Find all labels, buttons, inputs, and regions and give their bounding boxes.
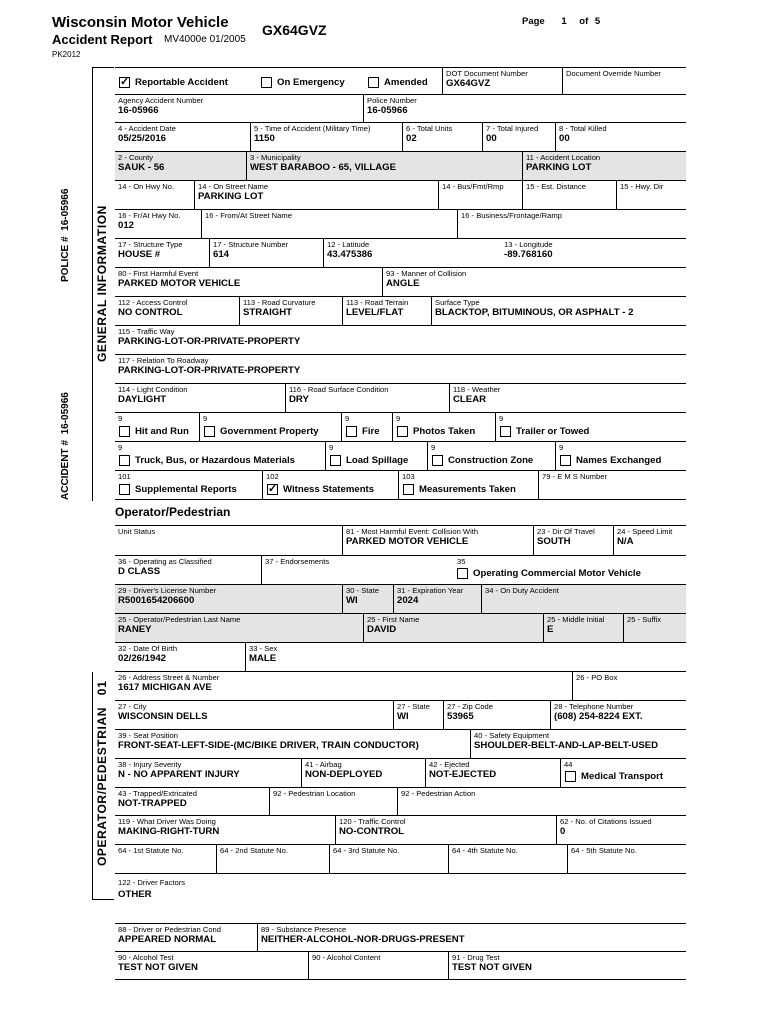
agency-accident-cell: Agency Accident Number 16-05966 xyxy=(115,95,363,122)
last-name: RANEY xyxy=(118,624,152,635)
light-condition: DAYLIGHT xyxy=(118,394,167,405)
row-driver-doing xyxy=(115,815,686,844)
drug-test: TEST NOT GIVEN xyxy=(452,962,532,973)
est-distance-cell: 15 - Est. Distance xyxy=(522,181,616,209)
row-city xyxy=(115,700,686,729)
structure-type: HOUSE # xyxy=(118,249,161,260)
row-relation-roadway xyxy=(115,354,686,383)
structure-number: 614 xyxy=(213,249,230,260)
citations-cell: 62 - No. of Citations Issued 0 xyxy=(556,816,686,844)
first-harmful-event: PARKED MOTOR VEHICLE xyxy=(118,278,241,289)
police-number: 16-05966 xyxy=(367,105,408,116)
load-spillage-checkbox[interactable]: Load Spillage xyxy=(330,455,408,466)
latitude: 43.475386 xyxy=(327,249,373,260)
row-county xyxy=(115,151,686,180)
general-bracket-line xyxy=(92,67,93,501)
structure-type-cell: 17 - Structure Type HOUSE # xyxy=(115,239,209,267)
accident-location-cell: 11 - Accident Location PARKING LOT xyxy=(522,152,686,180)
trapped-cell: 43 - Trapped/Extricated NOT-TRAPPED xyxy=(115,788,269,815)
row-from-at xyxy=(115,209,686,238)
police-number-value: 16-05966 xyxy=(60,188,71,231)
operator-bracket-line xyxy=(92,672,93,900)
ejected: NOT-EJECTED xyxy=(429,769,497,780)
row-name xyxy=(115,613,686,642)
measurements-taken-checkbox[interactable]: Measurements Taken xyxy=(403,484,516,495)
agency-accident-number: 16-05966 xyxy=(118,105,159,116)
injury-severity: N - NO APPARENT INJURY xyxy=(118,769,240,780)
row-dob xyxy=(115,642,686,671)
dir-of-travel: SOUTH xyxy=(537,536,571,547)
zip-code: 53965 xyxy=(447,711,474,722)
first-name-cell: 25 - First Name DAVID xyxy=(363,614,543,642)
report-title: Wisconsin Motor Vehicle xyxy=(52,14,229,31)
drug-test-cell: 91 - Drug Test TEST NOT GIVEN xyxy=(448,952,686,979)
row-statutes xyxy=(115,844,686,873)
road-surface-cell: 116 - Road Surface Condition DRY xyxy=(285,384,449,412)
speed-limit-cell: 24 - Speed Limit N/A xyxy=(613,526,686,555)
weather-cell: 118 - Weather CLEAR xyxy=(449,384,686,412)
alcohol-content-cell: 90 - Alcohol Content xyxy=(308,952,448,979)
names-exchanged-box[interactable] xyxy=(560,455,571,466)
page-of: of xyxy=(579,16,589,27)
safety-equipment-cell: 40 - Safety Equipment SHOULDER-BELT-AND-LAP-BELT-USED xyxy=(470,730,686,758)
access-control-cell: 112 - Access Control NO CONTROL xyxy=(115,297,239,325)
city-cell: 27 - City WISCONSIN DELLS xyxy=(115,701,393,729)
weather: CLEAR xyxy=(453,394,487,405)
driver-condition-cell: 88 - Driver or Pedestrian Cond APPEARED NORMAL xyxy=(115,924,257,951)
suffix-cell: 25 - Suffix xyxy=(623,614,686,642)
driver-condition: APPEARED NORMAL xyxy=(118,934,217,945)
page-label: Page xyxy=(522,16,545,27)
relation-to-roadway: PARKING-LOT-OR-PRIVATE-PROPERTY xyxy=(118,365,301,376)
trapped-extricated: NOT-TRAPPED xyxy=(118,798,187,809)
operator-bracket-bottom xyxy=(92,899,114,900)
address-cell: 26 - Address Street & Number 1617 MICHIGAN AVE xyxy=(115,672,572,700)
row-structure xyxy=(115,238,686,267)
hit-and-run-checkbox[interactable]: Hit and Run xyxy=(119,426,189,437)
what-driver-was-doing: MAKING-RIGHT-TURN xyxy=(118,826,220,837)
driver-doing-cell: 119 - What Driver Was Doing MAKING-RIGHT-TURN xyxy=(115,816,335,844)
traffic-way: PARKING-LOT-OR-PRIVATE-PROPERTY xyxy=(118,336,301,347)
date-of-birth: 02/26/1942 xyxy=(118,653,167,664)
trailer-towed-checkbox[interactable]: Trailer or Towed xyxy=(500,426,589,437)
commercial-vehicle-checkbox[interactable]: Operating Commercial Motor Vehicle xyxy=(457,568,641,579)
general-information-label: GENERAL INFORMATION xyxy=(95,205,109,362)
row-flags-3: 101 Supplemental Reports 102 ✓ Witness Statements 103 Measurements Taken 79 - E M S Number xyxy=(115,470,686,500)
total-injured-cell: 7 - Total Injured 00 xyxy=(482,123,555,151)
address-state: WI xyxy=(397,711,409,722)
row-agency xyxy=(115,94,686,122)
expiration-year: 2024 xyxy=(397,595,419,606)
road-terrain-cell: 113 - Road Terrain LEVEL/FLAT xyxy=(342,297,431,325)
traffic-control-cell: 120 - Traffic Control NO-CONTROL xyxy=(335,816,556,844)
surface-type: BLACKTOP, BITUMINOUS, OR ASPHALT - 2 xyxy=(435,307,634,318)
municipality: WEST BARABOO - 65, VILLAGE xyxy=(250,162,397,173)
report-subtitle: Accident Report xyxy=(52,32,153,47)
police-number-cell: Police Number 16-05966 xyxy=(363,95,686,122)
most-harmful-event: PARKED MOTOR VEHICLE xyxy=(346,536,469,547)
seat-position-cell: 39 - Seat Position FRONT-SEAT-LEFT-SIDE-(MC/BIKE DRIVER, TRAIN CONDUCTOR) xyxy=(115,730,470,758)
total-injured: 00 xyxy=(486,133,497,144)
license-state: WI xyxy=(346,595,358,606)
address-state-cell: 27 - State WI xyxy=(393,701,443,729)
first-harmful-cell: 80 - First Harmful Event PARKED MOTOR VEHICLE xyxy=(115,268,382,296)
row-license xyxy=(115,584,686,613)
accident-date-cell: 4 - Accident Date 05/25/2016 xyxy=(115,123,250,151)
pedestrian-action-cell: 92 - Pedestrian Action xyxy=(397,788,686,815)
time-cell: 5 - Time of Accident (Military Time) 1150 xyxy=(250,123,402,151)
photos-taken-checkbox[interactable]: Photos Taken xyxy=(397,426,475,437)
page-indicator xyxy=(522,16,600,27)
flag-number: 9 xyxy=(118,414,123,423)
row-on-street xyxy=(115,180,686,209)
row-condition xyxy=(115,923,686,951)
license-cell: 29 - Driver's License Number R5001654206600 xyxy=(115,585,342,613)
city: WISCONSIN DELLS xyxy=(118,711,208,722)
fr-at-hwy: 012 xyxy=(118,220,135,231)
operator-section-title: Operator/Pedestrian xyxy=(115,505,231,519)
seat-position: FRONT-SEAT-LEFT-SIDE-(MC/BIKE DRIVER, TRAIN CONDUCTOR) xyxy=(118,740,419,751)
supplemental-reports-checkbox[interactable]: Supplemental Reports xyxy=(119,484,237,495)
hit-and-run-box[interactable] xyxy=(119,426,130,437)
form-number: MV4000e 01/2005 xyxy=(164,34,246,45)
surface-type-cell: Surface Type BLACKTOP, BITUMINOUS, OR ASPHALT - 2 xyxy=(431,297,686,325)
sex: MALE xyxy=(249,653,277,664)
address: 1617 MICHIGAN AVE xyxy=(118,682,212,693)
accident-location: PARKING LOT xyxy=(526,162,592,173)
middle-initial-cell: 25 - Middle Initial E xyxy=(543,614,623,642)
statute-2-cell: 64 - 2nd Statute No. xyxy=(216,845,329,873)
injury-severity-cell: 38 - Injury Severity N - NO APPARENT INJURY xyxy=(115,759,301,787)
on-emergency-box[interactable] xyxy=(261,77,272,88)
airbag: NON-DEPLOYED xyxy=(305,769,383,780)
document-id: GX64GVZ xyxy=(262,22,327,38)
medical-transport-box[interactable] xyxy=(565,771,576,782)
on-duty-cell: 34 - On Duty Accident xyxy=(481,585,686,613)
total-units: 02 xyxy=(406,133,417,144)
row-flags-1: 9 Hit and Run 9 Government Property 9 Fire 9 Photos Taken 9 Trailer or Towed xyxy=(115,412,686,441)
speed-limit: N/A xyxy=(617,536,634,547)
latitude-cell: 12 - Latitude 43.475386 xyxy=(323,239,498,267)
substance-presence: NEITHER-ALCOHOL-NOR-DRUGS-PRESENT xyxy=(261,934,465,945)
alcohol-test-cell: 90 - Alcohol Test TEST NOT GIVEN xyxy=(115,952,308,979)
dir-travel-cell: 23 - Dir Of Travel SOUTH xyxy=(533,526,613,555)
middle-initial: E xyxy=(547,624,554,635)
on-street-cell: 14 - On Street Name PARKING LOT xyxy=(194,181,438,209)
measurements-taken-box[interactable] xyxy=(403,484,414,495)
statute-3-cell: 64 - 3rd Statute No. xyxy=(329,845,448,873)
row-classified: 36 - Operating as Classified D CLASS 37 - Endorsements 35 Operating Commercial Motor Vehicle xyxy=(115,555,686,584)
row-driver-factors xyxy=(115,873,686,923)
row-reportable xyxy=(115,67,686,94)
reportable-accident-box[interactable] xyxy=(119,77,130,88)
police-number-side xyxy=(60,189,71,282)
photos-taken-box[interactable] xyxy=(397,426,408,437)
operator-pedestrian-label: OPERATOR/PEDESTRIAN 01 xyxy=(95,680,109,866)
bus-fmt-cell: 14 - Bus/Fmt/Rmp xyxy=(438,181,522,209)
unit-status-cell: Unit Status xyxy=(118,527,156,536)
airbag-cell: 41 - Airbag NON-DEPLOYED xyxy=(301,759,425,787)
fire-checkbox[interactable]: Fire xyxy=(346,426,380,437)
supplemental-reports-box[interactable] xyxy=(119,484,130,495)
row-access-control xyxy=(115,296,686,325)
license-state-cell: 30 - State WI xyxy=(342,585,393,613)
dob-cell: 32 - Date Of Birth 02/26/1942 xyxy=(115,643,245,671)
longitude: -89.768160 xyxy=(504,249,553,260)
truck-bus-hazmat-box[interactable] xyxy=(119,455,130,466)
dot-document-number: GX64GVZ xyxy=(446,78,491,89)
on-hwy-cell: 14 - On Hwy No. xyxy=(118,182,175,191)
medical-transport-checkbox[interactable]: Medical Transport xyxy=(565,771,663,782)
operating-class: D CLASS xyxy=(118,566,161,577)
names-exchanged-checkbox[interactable]: Names Exchanged xyxy=(560,455,661,466)
load-spillage-box[interactable] xyxy=(330,455,341,466)
light-condition-cell: 114 - Light Condition DAYLIGHT xyxy=(115,384,285,412)
fr-at-hwy-cell: 16 - Fr/At Hwy No. 012 xyxy=(115,210,201,238)
reportable-accident-checkbox[interactable]: ✓ Reportable Accident xyxy=(119,77,228,88)
row-flags-2: 9 Truck, Bus, or Hazardous Materials 9 Load Spillage 9 Construction Zone 9 Names Exchanged xyxy=(115,441,686,470)
road-terrain: LEVEL/FLAT xyxy=(346,307,404,318)
alcohol-test: TEST NOT GIVEN xyxy=(118,962,198,973)
row-seat xyxy=(115,729,686,758)
fire-box[interactable] xyxy=(346,426,357,437)
access-control: NO CONTROL xyxy=(118,307,183,318)
pk-code: PK2012 xyxy=(52,50,81,59)
witness-statements-box[interactable] xyxy=(267,484,278,495)
phone-cell: 28 - Telephone Number (608) 254-8224 EXT. xyxy=(550,701,686,729)
construction-zone-box[interactable] xyxy=(432,455,443,466)
pedestrian-location-cell: 92 - Pedestrian Location xyxy=(269,788,397,815)
row-address xyxy=(115,671,686,700)
road-surface-condition: DRY xyxy=(289,394,309,405)
expiration-cell: 31 - Expiration Year 2024 xyxy=(393,585,481,613)
po-box-cell: 26 - PO Box xyxy=(572,672,686,700)
row-accident-date xyxy=(115,122,686,151)
commercial-vehicle-box[interactable] xyxy=(457,568,468,579)
row-trapped xyxy=(115,787,686,815)
government-property-checkbox[interactable]: Government Property xyxy=(204,426,319,437)
municipality-cell: 3 - Municipality WEST BARABOO - 65, VILLAGE xyxy=(246,152,522,180)
longitude-cell: 13 - Longitude -89.768160 xyxy=(498,239,686,267)
drivers-license-number: R5001654206600 xyxy=(118,595,195,606)
ems-number-cell: 79 - E M S Number xyxy=(538,471,686,499)
dot-document-number-cell: DOT Document Number GX64GVZ xyxy=(442,68,562,94)
hwy-dir-cell: 15 - Hwy. Dir xyxy=(616,181,686,209)
row-unit-status xyxy=(115,525,686,555)
police-label: POLICE # xyxy=(60,236,71,282)
road-curvature-cell: 113 - Road Curvature STRAIGHT xyxy=(239,297,342,325)
row-traffic-way xyxy=(115,325,686,354)
accident-label: ACCIDENT # xyxy=(60,439,71,500)
traffic-control: NO-CONTROL xyxy=(339,826,405,837)
on-emergency-checkbox[interactable]: On Emergency xyxy=(261,77,345,88)
zip-cell: 27 - Zip Code 53965 xyxy=(443,701,550,729)
road-curvature: STRAIGHT xyxy=(243,307,293,318)
page-total: 5 xyxy=(594,16,601,27)
accident-date: 05/25/2016 xyxy=(118,133,167,144)
construction-zone-checkbox[interactable]: Construction Zone xyxy=(432,455,533,466)
government-property-box[interactable] xyxy=(204,426,215,437)
county: SAUK - 56 xyxy=(118,162,165,173)
page-number: 1 xyxy=(561,16,567,27)
ejected-cell: 42 - Ejected NOT-EJECTED xyxy=(425,759,560,787)
row-injury: 38 - Injury Severity N - NO APPARENT INJURY 41 - Airbag NON-DEPLOYED 42 - Ejected NOT-EJECTED 44 Medical Transport xyxy=(115,758,686,787)
last-name-cell: 25 - Operator/Pedestrian Last Name RANEY xyxy=(115,614,363,642)
total-killed-cell: 8 - Total Killed 00 xyxy=(555,123,686,151)
row-light xyxy=(115,383,686,412)
telephone-number: (608) 254-8224 EXT. xyxy=(554,711,643,722)
on-street: PARKING LOT xyxy=(198,191,264,202)
structure-number-cell: 17 - Structure Number 614 xyxy=(209,239,323,267)
row-tests xyxy=(115,951,686,980)
general-bracket-top xyxy=(92,67,114,68)
truck-bus-hazmat-checkbox[interactable]: Truck, Bus, or Hazardous Materials xyxy=(119,455,295,466)
substance-presence-cell: 89 - Substance Presence NEITHER-ALCOHOL-NOR-DRUGS-PRESENT xyxy=(257,924,686,951)
amended-box[interactable] xyxy=(368,77,379,88)
county-cell: 2 - County SAUK - 56 xyxy=(115,152,246,180)
accident-time: 1150 xyxy=(254,133,275,144)
statute-4-cell: 64 - 4th Statute No. xyxy=(448,845,567,873)
row-first-harmful xyxy=(115,267,686,296)
document-override-cell: Document Override Number xyxy=(562,68,686,94)
accident-number-value: 16-05966 xyxy=(60,392,71,435)
endorsements-cell: 37 - Endorsements xyxy=(261,556,453,584)
amended-checkbox[interactable]: Amended xyxy=(368,77,428,88)
most-harmful-cell: 81 - Most Harmful Event: Collision With PARKED MOTOR VEHICLE xyxy=(342,526,533,555)
sex-cell: 33 - Sex MALE xyxy=(245,643,686,671)
witness-statements-checkbox[interactable]: ✓ Witness Statements xyxy=(267,484,374,495)
total-units-cell: 6 - Total Units 02 xyxy=(402,123,482,151)
manner-collision-cell: 93 - Manner of Collision ANGLE xyxy=(382,268,686,296)
trailer-towed-box[interactable] xyxy=(500,426,511,437)
statute-1-cell: 64 - 1st Statute No. xyxy=(118,846,184,855)
driver-factors: OTHER xyxy=(118,889,152,900)
fr-at-street-cell: 16 - From/At Street Name xyxy=(201,210,457,238)
total-killed: 00 xyxy=(559,133,570,144)
statute-5-cell: 64 - 5th Statute No. xyxy=(567,845,686,873)
manner-of-collision: ANGLE xyxy=(386,278,420,289)
business-frontage-cell: 16 - Business/Frontage/Ramp xyxy=(457,210,686,238)
first-name: DAVID xyxy=(367,624,397,635)
safety-equipment: SHOULDER-BELT-AND-LAP-BELT-USED xyxy=(474,740,659,751)
classified-cell: 36 - Operating as Classified D CLASS xyxy=(115,556,261,584)
accident-number-side xyxy=(60,392,71,500)
traffic-way-cell: 115 - Traffic Way PARKING-LOT-OR-PRIVATE-PROPERTY xyxy=(115,326,686,354)
driver-factors-cell: 122 - Driver Factors OTHER xyxy=(115,874,686,923)
relation-roadway-cell: 117 - Relation To Roadway PARKING-LOT-OR-PRIVATE-PROPERTY xyxy=(115,355,686,383)
operator-unit-number: 01 xyxy=(95,680,109,696)
citations-issued: 0 xyxy=(560,826,566,837)
